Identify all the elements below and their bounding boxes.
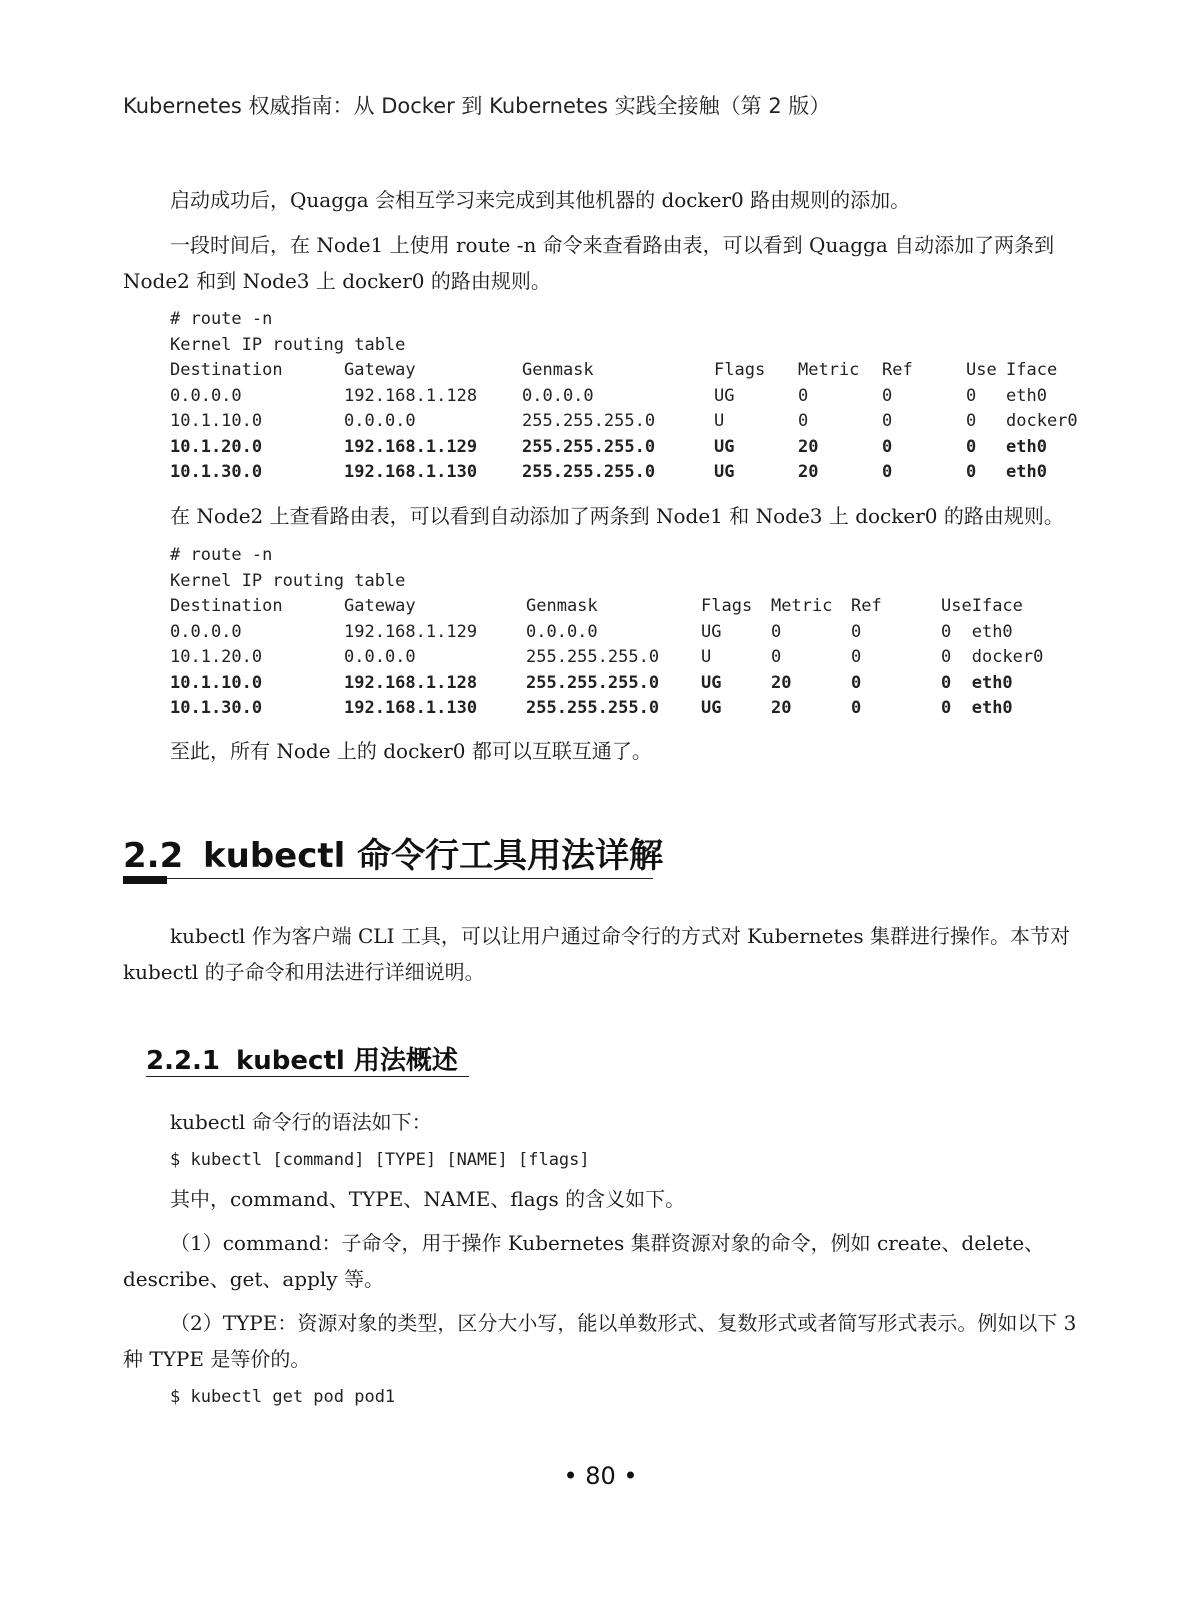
- cell: 0: [941, 621, 952, 642]
- column-header: Use: [941, 596, 972, 616]
- cell: UG: [714, 385, 735, 406]
- cell: 0: [882, 385, 893, 406]
- column-header: Flags: [701, 596, 753, 616]
- section-heading: [123, 828, 663, 877]
- paragraph: 一段时间后，在 Node1 上使用 route -n 命令来查看路由表，可以看到 Quagga 自动添加了两条到 Node2 和到 Node3 上 docker0 的路由规则。: [123, 233, 1055, 293]
- cell: U: [714, 411, 725, 431]
- column-header: Genmask: [522, 360, 594, 380]
- cell: 0: [882, 411, 893, 431]
- cell: 255.255.255.0: [526, 672, 660, 693]
- cell: 0: [798, 411, 809, 431]
- cell: 0: [771, 621, 782, 642]
- cell: 0: [882, 462, 893, 482]
- cell: 0: [966, 462, 977, 482]
- paragraph: 在 Node2 上查看路由表，可以看到自动添加了两条到 Node1 和 Node3 上 docker0 的路由规则。: [170, 504, 1064, 528]
- cell: 255.255.255.0: [522, 462, 656, 482]
- cell: 0: [966, 436, 977, 457]
- column-header: Gateway: [344, 360, 416, 380]
- cell: UG: [701, 621, 722, 642]
- cell: 0: [941, 672, 952, 693]
- table-row: [170, 435, 1078, 461]
- page-number: • 80 •: [563, 1462, 638, 1490]
- paragraph: （1）command：子命令，用于操作 Kubernetes 集群资源对象的命令，例如 create、delete、describe、get、apply 等。: [123, 1231, 1045, 1291]
- code-table-title: Kernel IP routing table: [170, 571, 406, 591]
- paragraph: kubectl 命令行的语法如下：: [170, 1110, 432, 1134]
- cell: 255.255.255.0: [526, 698, 660, 718]
- cell: 0: [771, 647, 782, 667]
- cell: 10.1.20.0: [170, 647, 263, 667]
- cell: 0.0.0.0: [526, 621, 598, 642]
- cell: 0: [966, 411, 977, 431]
- cell: eth0: [1006, 462, 1047, 482]
- routing-table-node2: [170, 594, 1043, 722]
- cell: 0.0.0.0: [170, 385, 242, 406]
- cell: 192.168.1.129: [344, 621, 478, 642]
- cell: 10.1.20.0: [170, 436, 263, 457]
- cell: 192.168.1.128: [344, 385, 478, 406]
- cell: 0.0.0.0: [344, 411, 416, 431]
- cell: 20: [798, 436, 819, 457]
- running-header: Kubernetes 权威指南：从 Docker 到 Kubernetes 实践全接触（第 2 版）: [123, 94, 831, 118]
- cell: 0: [851, 698, 862, 718]
- table-row: [170, 645, 1043, 671]
- cell: 192.168.1.128: [344, 672, 478, 693]
- cell: 192.168.1.130: [344, 698, 478, 718]
- cell: 0.0.0.0: [522, 385, 594, 406]
- column-header: Iface: [1006, 360, 1058, 380]
- code-line: $ kubectl [command] [TYPE] [NAME] [flags]: [170, 1150, 590, 1170]
- column-header: Metric: [798, 360, 860, 380]
- cell: eth0: [971, 621, 1013, 642]
- cell: 20: [771, 698, 792, 718]
- cell: 10.1.30.0: [170, 462, 263, 482]
- column-header: Use: [966, 360, 997, 380]
- cell: 0: [966, 385, 977, 406]
- column-header: Metric: [771, 596, 833, 616]
- section-number: 2.2: [123, 836, 184, 876]
- subsection-heading: [146, 1040, 458, 1077]
- subsection-number: 2.2.1: [146, 1046, 221, 1076]
- paragraph: kubectl 作为客户端 CLI 工具，可以让用户通过命令行的方式对 Kubernetes 集群进行操作。本节对 kubectl 的子命令和用法进行详细说明。: [123, 924, 1070, 984]
- cell: 0.0.0.0: [170, 621, 242, 642]
- cell: 0: [798, 385, 809, 406]
- cell: 0.0.0.0: [344, 647, 416, 667]
- cell: U: [701, 647, 712, 667]
- cell: UG: [701, 672, 722, 693]
- table-header-row: [170, 358, 1078, 384]
- cell: 255.255.255.0: [522, 411, 656, 431]
- cell: UG: [714, 436, 735, 457]
- cell: eth0: [1006, 385, 1047, 406]
- table-row: [170, 620, 1043, 646]
- table-row: [170, 460, 1078, 486]
- cell: 20: [771, 672, 792, 693]
- subsection-rule: [146, 1076, 469, 1077]
- cell: UG: [714, 462, 735, 482]
- paragraph: 其中，command、TYPE、NAME、flags 的含义如下。: [170, 1187, 686, 1211]
- column-header: Destination: [170, 360, 283, 380]
- cell: UG: [701, 698, 722, 718]
- cell: 192.168.1.130: [344, 462, 478, 482]
- cell: 0: [851, 672, 862, 693]
- cell: 192.168.1.129: [344, 436, 478, 457]
- cell: 0: [882, 436, 893, 457]
- table-row: [170, 696, 1043, 722]
- column-header: Flags: [714, 360, 766, 380]
- cell: 0: [851, 647, 862, 667]
- code-line: $ kubectl get pod pod1: [170, 1387, 396, 1407]
- code-table-title: Kernel IP routing table: [170, 335, 406, 355]
- paragraph: 启动成功后，Quagga 会相互学习来完成到其他机器的 docker0 路由规则的添加。: [170, 188, 911, 212]
- cell: 10.1.10.0: [170, 411, 263, 431]
- code-command: # route -n: [170, 545, 273, 565]
- table-row: [170, 409, 1078, 435]
- routing-table-node1: [170, 358, 1078, 486]
- section-title: kubectl 命令行工具用法详解: [203, 836, 664, 876]
- cell: 0: [941, 647, 952, 667]
- column-header: Ref: [851, 596, 882, 616]
- subsection-title: kubectl 用法概述: [236, 1046, 458, 1076]
- cell: 10.1.30.0: [170, 698, 263, 718]
- code-command: # route -n: [170, 309, 273, 329]
- cell: 0: [851, 621, 862, 642]
- table-header-row: [170, 594, 1043, 620]
- cell: docker0: [1006, 411, 1078, 431]
- cell: eth0: [971, 672, 1013, 693]
- column-header: Genmask: [526, 596, 598, 616]
- cell: 10.1.10.0: [170, 672, 263, 693]
- cell: 255.255.255.0: [522, 436, 656, 457]
- column-header: Gateway: [344, 596, 416, 616]
- cell: 20: [798, 462, 819, 482]
- cell: eth0: [971, 698, 1013, 718]
- table-row: [170, 671, 1043, 697]
- cell: eth0: [1006, 436, 1047, 457]
- section-rule: [123, 878, 653, 879]
- paragraph: （2）TYPE：资源对象的类型，区分大小写，能以单数形式、复数形式或者简写形式表示。例如以下 3 种 TYPE 是等价的。: [123, 1311, 1077, 1371]
- table-row: [170, 384, 1078, 410]
- paragraph: 至此，所有 Node 上的 docker0 都可以互联互通了。: [170, 739, 652, 763]
- cell: 255.255.255.0: [526, 647, 660, 667]
- column-header: Destination: [170, 596, 283, 616]
- column-header: Iface: [971, 596, 1023, 616]
- section-rule-accent: [123, 876, 167, 884]
- column-header: Ref: [882, 360, 913, 380]
- cell: docker0: [971, 647, 1044, 667]
- cell: 0: [941, 698, 952, 718]
